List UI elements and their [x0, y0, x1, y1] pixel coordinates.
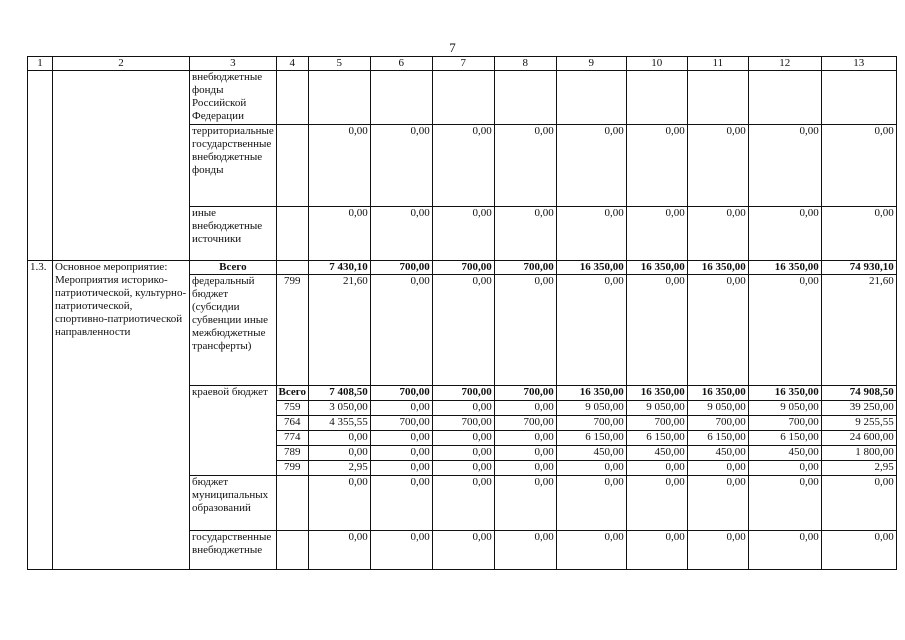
- value-cell: 0,00: [370, 531, 432, 570]
- column-header: 1: [28, 57, 53, 71]
- value-cell: 0,00: [556, 461, 626, 476]
- value-cell: 0,00: [687, 207, 748, 261]
- value-cell: 0,00: [370, 275, 432, 386]
- value-cell: 0,00: [432, 446, 494, 461]
- value-cell: 0,00: [556, 125, 626, 207]
- value-cell: 450,00: [687, 446, 748, 461]
- code-cell: [276, 207, 308, 261]
- column-header: 9: [556, 57, 626, 71]
- value-cell: 2,95: [308, 461, 370, 476]
- value-cell: 0,00: [432, 275, 494, 386]
- value-cell: 16 350,00: [626, 386, 687, 401]
- value-cell: [748, 71, 821, 125]
- value-cell: [370, 71, 432, 125]
- value-cell: 2,95: [821, 461, 896, 476]
- value-cell: 6 150,00: [748, 431, 821, 446]
- value-cell: 0,00: [494, 461, 556, 476]
- value-cell: 0,00: [821, 531, 896, 570]
- column-header: 6: [370, 57, 432, 71]
- value-cell: 700,00: [556, 416, 626, 431]
- value-cell: 0,00: [626, 531, 687, 570]
- value-cell: 0,00: [308, 431, 370, 446]
- code-cell: [276, 476, 308, 531]
- value-cell: 0,00: [748, 531, 821, 570]
- value-cell: 0,00: [821, 476, 896, 531]
- value-cell: 450,00: [556, 446, 626, 461]
- value-cell: 21,60: [308, 275, 370, 386]
- value-cell: 6 150,00: [556, 431, 626, 446]
- value-cell: 0,00: [626, 125, 687, 207]
- value-cell: 450,00: [748, 446, 821, 461]
- value-cell: 700,00: [432, 261, 494, 275]
- value-cell: 9 255,55: [821, 416, 896, 431]
- table-row: [28, 261, 897, 275]
- value-cell: [556, 71, 626, 125]
- value-cell: 0,00: [370, 207, 432, 261]
- value-cell: 0,00: [687, 125, 748, 207]
- value-cell: 16 350,00: [748, 386, 821, 401]
- value-cell: 0,00: [308, 476, 370, 531]
- measure-title-cell: [53, 71, 190, 261]
- value-cell: 0,00: [494, 531, 556, 570]
- value-cell: 700,00: [370, 416, 432, 431]
- budget-table: [27, 56, 897, 570]
- value-cell: 0,00: [308, 531, 370, 570]
- value-cell: 6 150,00: [687, 431, 748, 446]
- value-cell: 7 408,50: [308, 386, 370, 401]
- value-cell: 0,00: [556, 476, 626, 531]
- page-number: 7: [449, 40, 456, 55]
- value-cell: 0,00: [687, 476, 748, 531]
- funding-source-cell: федеральный бюджет (субсидии субвенции иные межбюджетные трансферты): [190, 275, 277, 386]
- value-cell: 0,00: [494, 431, 556, 446]
- value-cell: 0,00: [748, 461, 821, 476]
- value-cell: 0,00: [494, 275, 556, 386]
- value-cell: 700,00: [494, 386, 556, 401]
- value-cell: 3 050,00: [308, 401, 370, 416]
- total-label-cell: Всего: [190, 261, 277, 275]
- value-cell: 0,00: [370, 431, 432, 446]
- table-row: [28, 71, 897, 125]
- code-cell: [276, 261, 308, 275]
- funding-source-cell: внебюджетные фонды Российской Федерации: [190, 71, 277, 125]
- funding-source-cell: государственные внебюджетные: [190, 531, 277, 570]
- value-cell: 74 930,10: [821, 261, 896, 275]
- value-cell: 700,00: [687, 416, 748, 431]
- code-cell: [276, 531, 308, 570]
- value-cell: 74 908,50: [821, 386, 896, 401]
- value-cell: 39 250,00: [821, 401, 896, 416]
- value-cell: 0,00: [748, 275, 821, 386]
- value-cell: 21,60: [821, 275, 896, 386]
- value-cell: 16 350,00: [626, 261, 687, 275]
- funding-source-cell: краевой бюджет: [190, 386, 277, 476]
- value-cell: 6 150,00: [626, 431, 687, 446]
- value-cell: 0,00: [370, 401, 432, 416]
- value-cell: 0,00: [556, 531, 626, 570]
- value-cell: 9 050,00: [748, 401, 821, 416]
- value-cell: 450,00: [626, 446, 687, 461]
- value-cell: 9 050,00: [626, 401, 687, 416]
- value-cell: 0,00: [626, 461, 687, 476]
- column-header: 4: [276, 57, 308, 71]
- code-cell: 764: [276, 416, 308, 431]
- value-cell: 0,00: [821, 125, 896, 207]
- value-cell: 0,00: [494, 401, 556, 416]
- value-cell: 0,00: [308, 446, 370, 461]
- value-cell: 24 600,00: [821, 431, 896, 446]
- value-cell: 0,00: [308, 125, 370, 207]
- value-cell: 0,00: [370, 446, 432, 461]
- column-number-row: [28, 57, 897, 71]
- code-cell: [276, 71, 308, 125]
- column-header: 12: [748, 57, 821, 71]
- value-cell: 0,00: [308, 207, 370, 261]
- funding-source-cell: иные внебюджетные источники: [190, 207, 277, 261]
- value-cell: 0,00: [687, 461, 748, 476]
- value-cell: [821, 71, 896, 125]
- value-cell: 16 350,00: [687, 386, 748, 401]
- measure-title-cell: Основное мероприятие: Мероприятия историко-патриотической, культурно-патриотической, спортивно-патриотической направленности: [53, 261, 190, 570]
- value-cell: 0,00: [432, 207, 494, 261]
- code-cell: 799: [276, 275, 308, 386]
- value-cell: 0,00: [626, 476, 687, 531]
- code-cell: 789: [276, 446, 308, 461]
- value-cell: 700,00: [432, 416, 494, 431]
- value-cell: 4 355,55: [308, 416, 370, 431]
- value-cell: 0,00: [687, 531, 748, 570]
- value-cell: [308, 71, 370, 125]
- value-cell: [494, 71, 556, 125]
- value-cell: 700,00: [494, 261, 556, 275]
- value-cell: 0,00: [494, 207, 556, 261]
- value-cell: 700,00: [370, 261, 432, 275]
- value-cell: 16 350,00: [556, 386, 626, 401]
- value-cell: 0,00: [494, 446, 556, 461]
- value-cell: 0,00: [494, 125, 556, 207]
- value-cell: 7 430,10: [308, 261, 370, 275]
- code-cell: [276, 125, 308, 207]
- row-number-cell: [28, 71, 53, 261]
- value-cell: 1 800,00: [821, 446, 896, 461]
- column-header: 10: [626, 57, 687, 71]
- value-cell: 16 350,00: [687, 261, 748, 275]
- value-cell: 0,00: [432, 461, 494, 476]
- column-header: 7: [432, 57, 494, 71]
- column-header: 11: [687, 57, 748, 71]
- value-cell: 0,00: [748, 207, 821, 261]
- funding-source-cell: бюджет муниципальных образований: [190, 476, 277, 531]
- value-cell: 700,00: [626, 416, 687, 431]
- value-cell: [687, 71, 748, 125]
- column-header: 5: [308, 57, 370, 71]
- column-header: 13: [821, 57, 896, 71]
- value-cell: 0,00: [626, 207, 687, 261]
- value-cell: 0,00: [494, 476, 556, 531]
- value-cell: 0,00: [432, 401, 494, 416]
- value-cell: 16 350,00: [556, 261, 626, 275]
- value-cell: 0,00: [432, 125, 494, 207]
- value-cell: 700,00: [748, 416, 821, 431]
- code-cell: Всего: [276, 386, 308, 401]
- value-cell: 0,00: [432, 431, 494, 446]
- row-number-cell: 1.3.: [28, 261, 53, 570]
- column-header: 8: [494, 57, 556, 71]
- value-cell: 0,00: [432, 531, 494, 570]
- value-cell: 0,00: [687, 275, 748, 386]
- value-cell: 0,00: [556, 275, 626, 386]
- code-cell: 774: [276, 431, 308, 446]
- code-cell: 799: [276, 461, 308, 476]
- value-cell: 0,00: [556, 207, 626, 261]
- funding-source-cell: территориальные государственные внебюджетные фонды: [190, 125, 277, 207]
- value-cell: 0,00: [370, 125, 432, 207]
- value-cell: 16 350,00: [748, 261, 821, 275]
- value-cell: 0,00: [370, 476, 432, 531]
- value-cell: [432, 71, 494, 125]
- value-cell: 0,00: [748, 125, 821, 207]
- value-cell: [626, 71, 687, 125]
- value-cell: 0,00: [821, 207, 896, 261]
- value-cell: 700,00: [494, 416, 556, 431]
- value-cell: 700,00: [432, 386, 494, 401]
- value-cell: 0,00: [626, 275, 687, 386]
- value-cell: 9 050,00: [687, 401, 748, 416]
- value-cell: 0,00: [370, 461, 432, 476]
- code-cell: 759: [276, 401, 308, 416]
- value-cell: 700,00: [370, 386, 432, 401]
- value-cell: 0,00: [748, 476, 821, 531]
- column-header: 3: [190, 57, 277, 71]
- column-header: 2: [53, 57, 190, 71]
- value-cell: 9 050,00: [556, 401, 626, 416]
- value-cell: 0,00: [432, 476, 494, 531]
